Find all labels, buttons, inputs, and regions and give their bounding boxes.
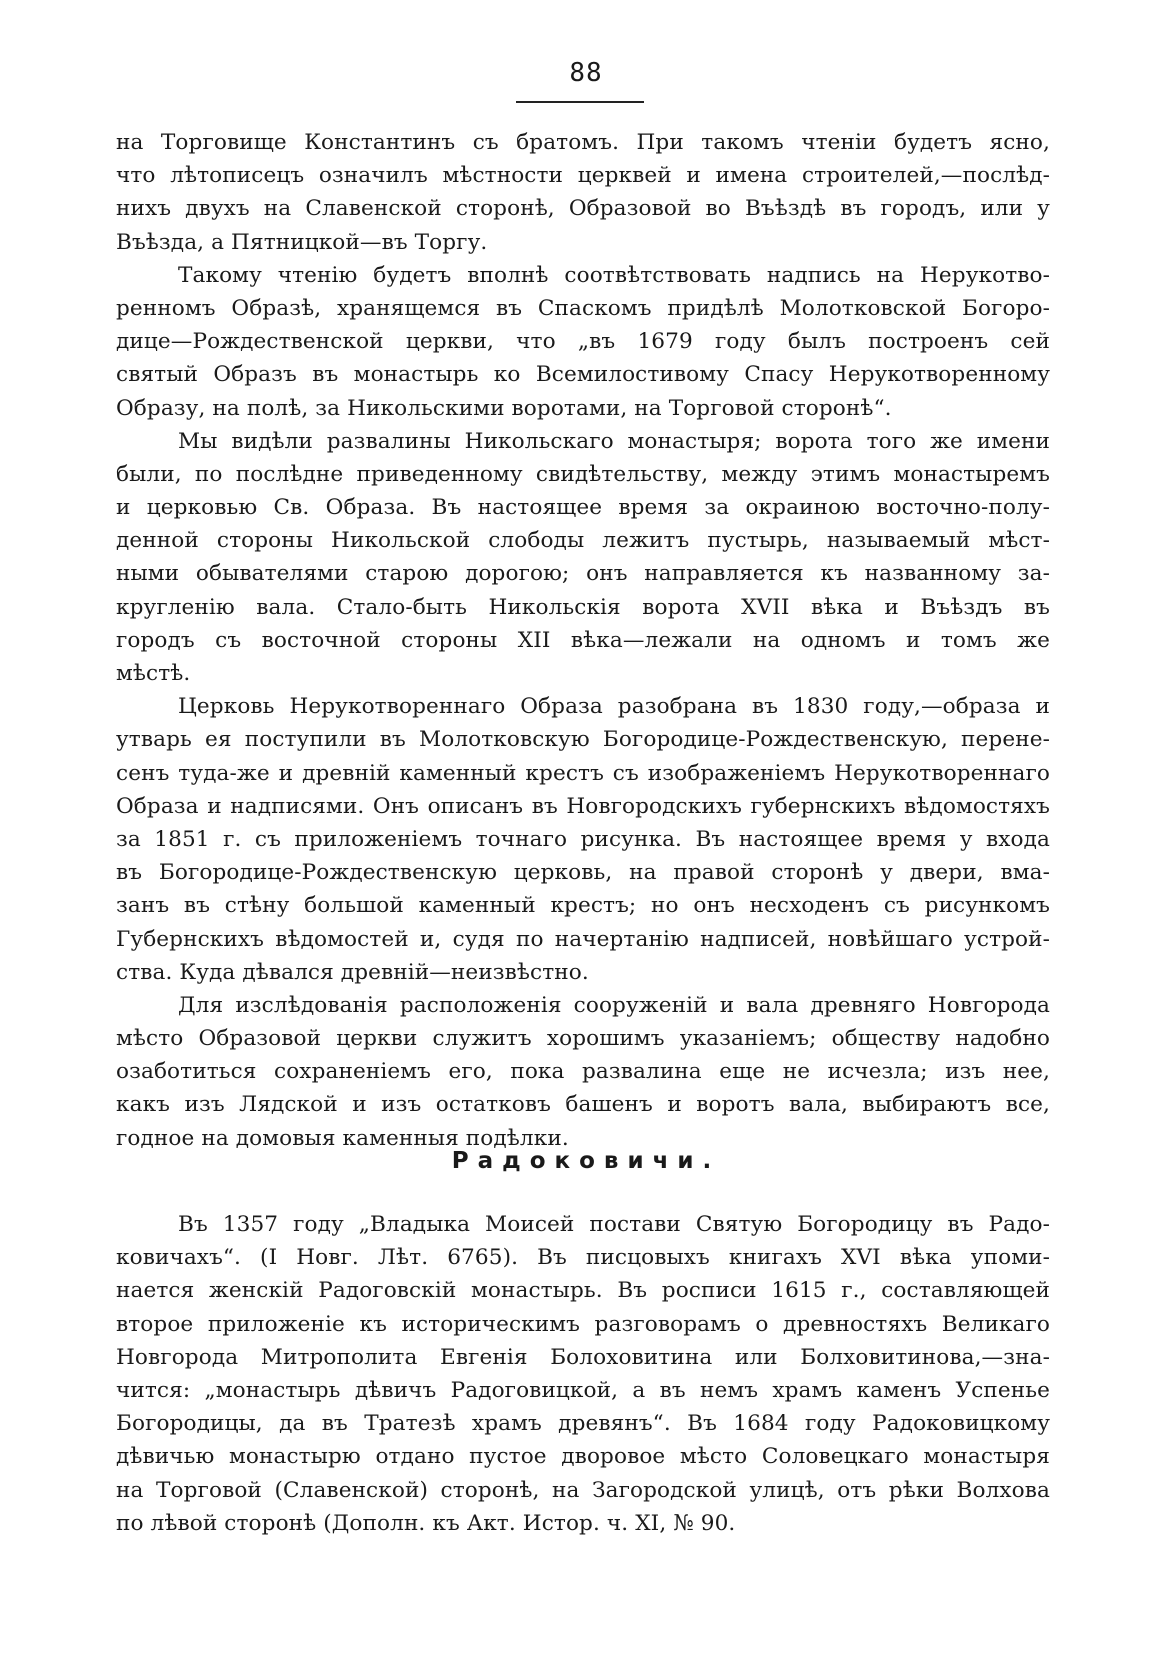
text-line: что лѣтописецъ означилъ мѣстности церквей и имена строителей,—послѣд- [116, 163, 1050, 189]
text-line: Образу, на полѣ, за Никольскими воротами, на Торговой сторонѣ“. [116, 395, 892, 421]
text-line: ства. Куда дѣвался древній—неизвѣстно. [116, 959, 589, 985]
text-line: Въѣзда, а Пятницкой—въ Торгу. [116, 229, 488, 255]
text-line: сенъ туда-же и древній каменный крестъ съ изображеніемъ Нерукотвореннаго [116, 760, 1050, 786]
text-line: ковичахъ“. (I Новг. Лѣт. 6765). Въ писцовыхъ книгахъ XVI вѣка упоми- [116, 1245, 1050, 1271]
text-line: были, по послѣдне приведенному свидѣтельству, между этимъ монастыремъ [116, 461, 1050, 487]
text-line: Губернскихъ вѣдомостей и, судя по начертанію надписей, новѣйшаго устрой- [116, 926, 1050, 952]
text-line: годное на домовыя каменныя подѣлки. [116, 1125, 569, 1151]
text-line: денной стороны Никольской слободы лежитъ пустырь, называемый мѣст- [116, 528, 1050, 554]
text-line: ренномъ Образѣ, хранящемся въ Спаскомъ придѣлѣ Молотковской Богоро- [116, 295, 1050, 321]
text-line: Для изслѣдованія расположенія сооруженій и вала древняго Новгорода [178, 992, 1050, 1018]
text-line: кругленію вала. Стало-быть Никольскія ворота XVII вѣка и Въѣздъ въ [116, 594, 1050, 620]
text-line: на Торговой (Славенской) сторонѣ, на Загородской улицѣ, отъ рѣки Волхова [116, 1477, 1050, 1503]
page-number: 88 [569, 58, 603, 88]
text-line: ными обывателями старою дорогою; онъ направляется къ названному за- [116, 561, 1050, 587]
text-line: Новгорода Митрополита Евгенія Болоховитина или Болховитинова,—зна- [116, 1344, 1050, 1370]
text-line: нихъ двухъ на Славенской сторонѣ, Образовой во Въѣздѣ въ городъ, или у [116, 196, 1050, 222]
text-line: Церковь Нерукотвореннаго Образа разобрана въ 1830 году,—образа и [178, 694, 1050, 720]
text-line: дѣвичью монастырю отдано пустое дворовое мѣсто Соловецкаго монастыря [116, 1444, 1050, 1470]
text-line: святый Образъ въ монастырь ко Всемилостивому Спасу Нерукотворенному [116, 362, 1050, 388]
text-line: чится: „монастырь дѣвичъ Радоговицкой, а въ немъ храмъ каменъ Успенье [116, 1377, 1050, 1403]
text-line: занъ въ стѣну большой каменный крестъ; но онъ несходенъ съ рисункомъ [116, 893, 1050, 919]
text-block-nikolsky [116, 126, 1050, 1155]
text-line: утварь ея поступили въ Молотковскую Богородице-Рождественскую, перене- [116, 727, 1050, 753]
text-line: какъ изъ Лядской и изъ остатковъ башенъ и воротъ вала, выбираютъ все, [116, 1092, 1050, 1118]
section-heading: Радоковичи. [451, 1148, 721, 1174]
text-line: Образа и надписями. Онъ описанъ въ Новгородскихъ губернскихъ вѣдомостяхъ [116, 793, 1050, 819]
text-line: за 1851 г. съ приложеніемъ точнаго рисунка. Въ настоящее время у входа [116, 826, 1050, 852]
text-line: на Торговище Константинъ съ братомъ. При такомъ чтеніи будетъ ясно, [116, 130, 1050, 155]
text-line: городъ съ восточной стороны XII вѣка—лежали на одномъ и томъ же [116, 627, 1050, 653]
text-line: Мы видѣли развалины Никольскаго монастыря; ворота того же имени [178, 428, 1050, 454]
text-line: второе приложеніе къ историческимъ разговорамъ о древностяхъ Великаго [116, 1311, 1050, 1337]
text-line: мѣстѣ. [116, 661, 191, 686]
text-line: озаботиться сохраненіемъ его, пока развалина еще не исчезла; изъ нее, [116, 1059, 1050, 1085]
text-line: Богородицы, да въ Тратезѣ храмъ древянъ“. Въ 1684 году Радоковицкому [116, 1411, 1050, 1437]
text-line: нается женскій Радоговскій монастырь. Въ росписи 1615 г., составляющей [116, 1278, 1050, 1304]
text-line: дице—Рождественской церкви, что „въ 1679 году былъ построенъ сей [116, 329, 1050, 355]
text-line: Такому чтенію будетъ вполнѣ соотвѣтствовать надпись на Нерукотво- [178, 262, 1050, 288]
text-line: по лѣвой сторонѣ (Дополн. къ Акт. Истор. ч. XI, № 90. [116, 1510, 736, 1536]
text-line: мѣсто Образовой церкви служитъ хорошимъ указаніемъ; обществу надобно [116, 1026, 1050, 1052]
text-line: Въ 1357 году „Владыка Моисей постави Святую Богородицу въ Радо- [178, 1212, 1050, 1237]
page-number-rule [516, 101, 644, 103]
text-block-radokovichi [116, 1208, 1050, 1540]
text-line: и церковью Св. Образа. Въ настоящее время за окраиною восточно-полу- [116, 495, 1050, 521]
text-line: въ Богородице-Рождественскую церковь, на правой сторонѣ у двери, вма- [116, 860, 1050, 886]
